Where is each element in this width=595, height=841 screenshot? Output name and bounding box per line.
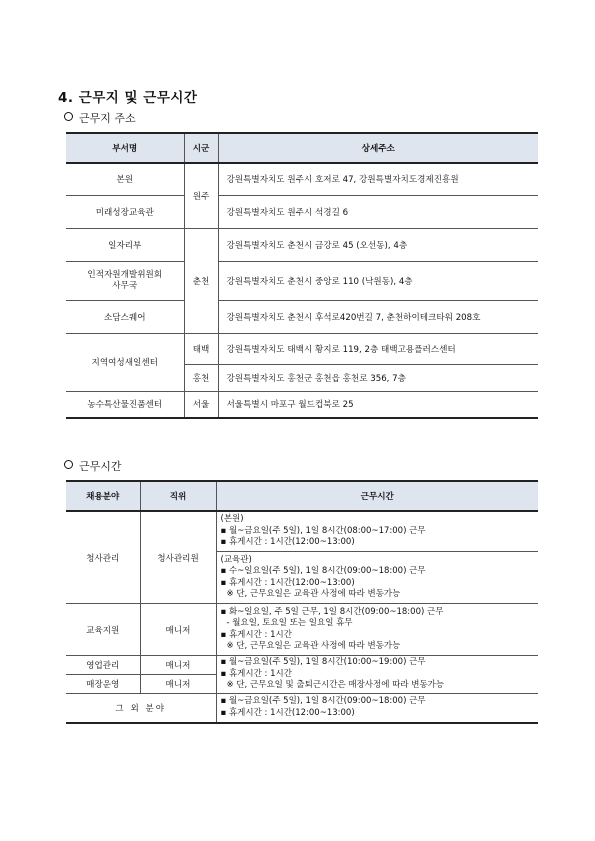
hours-line: ▪ 휴게시간 : 1시간 — [220, 668, 292, 679]
address-cell: 강원특별자치도 원주시 호저로 47, 강원특별자치도경제진흥원 — [218, 163, 538, 195]
hours-line: ▪ 휴게시간 : 1시간(12:00~13:00) — [220, 707, 355, 718]
position-cell: 매니저 — [140, 604, 216, 656]
field-cell: 교육지원 — [66, 604, 140, 656]
table-row — [66, 511, 538, 552]
table-row — [66, 228, 538, 261]
hours-subtitle-text: 근무시간 — [79, 460, 122, 473]
hours-table — [66, 480, 538, 724]
field-cell: 매장운영 — [66, 674, 140, 693]
hours-line: ▪ 수~일요일(주 5일), 1일 8시간(09:00~18:00) 근무 — [220, 566, 426, 576]
hours-cell — [216, 656, 538, 694]
dept-cell: 지역여성새일센터 — [66, 333, 184, 391]
workplace-subtitle — [64, 110, 136, 126]
table-row — [66, 604, 538, 656]
hours-cell — [216, 604, 538, 656]
hours-line: ▪ 휴게시간 : 1시간 — [220, 629, 292, 640]
table-row — [66, 163, 538, 195]
dept-cell: 농수특산물진품센터 — [66, 391, 184, 418]
table-row — [66, 261, 538, 300]
table-row — [66, 195, 538, 228]
header-position: 직위 — [140, 481, 216, 511]
workplace-table — [66, 132, 538, 419]
hours-line: (본원) — [220, 514, 244, 525]
hours-note: ※ 단, 근무요일은 교육관 사정에 따라 변동가능 — [226, 641, 401, 651]
hours-cell — [216, 511, 538, 552]
hours-subtitle — [64, 458, 122, 474]
address-cell: 강원특별자치도 홍천군 홍천읍 홍천로 356, 7층 — [218, 364, 538, 391]
hours-line: ▪ 월~금요일(주 5일), 1일 8시간(08:00~17:00) 근무 — [220, 525, 426, 536]
city-cell: 춘천 — [184, 228, 218, 333]
workplace-subtitle-text: 근무지 주소 — [79, 112, 136, 125]
header-hours: 근무시간 — [216, 481, 538, 511]
table-row — [66, 656, 538, 675]
hours-cell — [216, 552, 538, 604]
table-row — [66, 391, 538, 418]
table-row — [66, 300, 538, 333]
hours-line: ▪ 월~금요일(주 5일), 1일 8시간(09:00~18:00) 근무 — [220, 696, 426, 706]
header-city: 시군 — [184, 133, 218, 163]
hours-line: ▪ 화~일요일, 주 5일 근무, 1일 8시간(09:00~18:00) 근무 — [220, 606, 444, 617]
city-cell: 홍천 — [184, 364, 218, 391]
hours-line: ▪ 휴게시간 : 1시간(12:00~13:00) — [220, 577, 355, 588]
header-field: 채용분야 — [66, 481, 140, 511]
circle-bullet-icon — [64, 460, 73, 469]
hours-line: ▪ 월~금요일(주 5일), 1일 8시간(10:00~19:00) 근무 — [220, 657, 426, 667]
position-cell: 매니저 — [140, 674, 216, 693]
hours-note: ※ 단, 근무요일은 교육관 사정에 따라 변동가능 — [226, 589, 401, 599]
address-cell: 강원특별자치도 태백시 황지로 119, 2층 태백고용플러스센터 — [218, 333, 538, 364]
hours-note: ※ 단, 근무요일 및 출퇴근시간은 매장사정에 따라 변동가능 — [226, 680, 445, 690]
section-title: 4. 근무지 및 근무시간 — [58, 90, 198, 106]
hours-line: - 월요일, 토요일 또는 일요일 휴무 — [226, 618, 353, 628]
dept-cell: 일자리부 — [66, 228, 184, 261]
city-cell: 태백 — [184, 333, 218, 364]
city-cell: 서울 — [184, 391, 218, 418]
address-cell: 강원특별자치도 춘천시 후석로420번길 7, 춘천하이테크타워 208호 — [218, 300, 538, 333]
address-cell: 서울특별시 마포구 월드컵북로 25 — [218, 391, 538, 418]
dept-cell: 미래성장교육관 — [66, 195, 184, 228]
hours-cell — [216, 693, 538, 723]
position-cell: 청사관리원 — [140, 511, 216, 604]
address-cell: 강원특별자치도 원주시 석경길 6 — [218, 195, 538, 228]
field-cell: 영업관리 — [66, 656, 140, 675]
dept-cell: 소담스퀘어 — [66, 300, 184, 333]
field-cell: 그 외 분야 — [66, 693, 216, 723]
field-cell: 청사관리 — [66, 511, 140, 604]
table-row — [66, 693, 538, 723]
hours-line: ▪ 휴게시간 : 1시간(12:00~13:00) — [220, 537, 355, 548]
hours-line: (교육관) — [220, 554, 252, 565]
city-cell: 원주 — [184, 163, 218, 228]
position-cell: 매니저 — [140, 656, 216, 675]
dept-cell: 인적자원개발위원회 사무국 — [66, 261, 184, 300]
dept-cell: 본원 — [66, 163, 184, 195]
header-dept: 부서명 — [66, 133, 184, 163]
address-cell: 강원특별자치도 춘천시 금강로 45 (오선동), 4층 — [218, 228, 538, 261]
table-row — [66, 333, 538, 364]
address-cell: 강원특별자치도 춘천시 중앙로 110 (낙원동), 4층 — [218, 261, 538, 300]
header-address: 상세주소 — [218, 133, 538, 163]
circle-bullet-icon — [64, 112, 73, 121]
